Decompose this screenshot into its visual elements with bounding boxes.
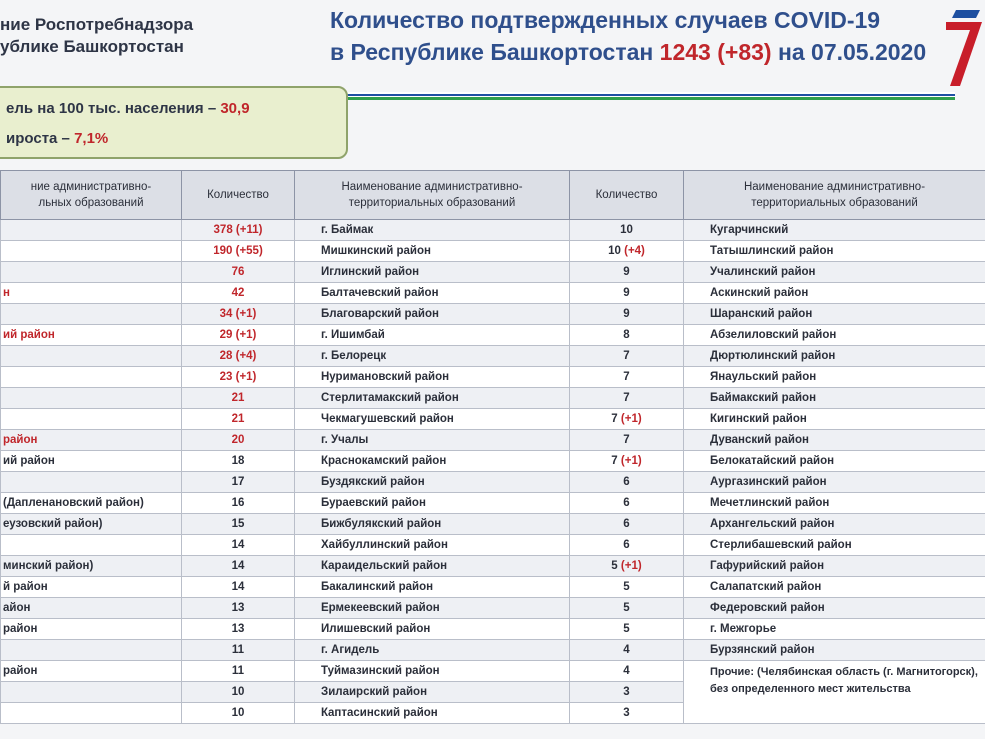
- channel-logo-icon: [942, 6, 985, 88]
- count-delta: (+1): [235, 308, 257, 320]
- count-value: 7: [623, 350, 630, 362]
- count-value: 6: [623, 476, 630, 488]
- case-count-col4: [570, 640, 684, 661]
- table-row: [1, 514, 985, 535]
- case-count-col4: [570, 598, 684, 619]
- district-name-col3: Благоварский район: [295, 304, 570, 325]
- table-row: [1, 493, 985, 514]
- case-count-col2: [182, 703, 295, 724]
- district-name-col3: г. Баймак: [295, 220, 570, 241]
- case-count-col2: [182, 640, 295, 661]
- district-name-col1: [1, 346, 182, 367]
- count-value: 7: [623, 434, 630, 446]
- case-count-col2: [182, 325, 295, 346]
- page-title: [330, 4, 985, 68]
- table-row: [1, 241, 985, 262]
- org-header: [0, 14, 260, 58]
- district-name-col5: Федеровский район: [684, 598, 985, 619]
- district-name-col5: Татышлинский район: [684, 241, 985, 262]
- count-value: 5: [623, 623, 630, 635]
- case-count-col4: [570, 577, 684, 598]
- table-row: [1, 430, 985, 451]
- case-count-col4: [570, 619, 684, 640]
- district-name-col5: Абзелиловский район: [684, 325, 985, 346]
- case-count-col2: [182, 262, 295, 283]
- district-name-col1: [1, 241, 182, 262]
- district-name-col3: Стерлитамакский район: [295, 388, 570, 409]
- district-name-col5: Шаранский район: [684, 304, 985, 325]
- table-row: [1, 577, 985, 598]
- case-count-col2: [182, 598, 295, 619]
- district-name-col1: [1, 472, 182, 493]
- case-count-col4: [570, 304, 684, 325]
- count-value: 13: [231, 602, 245, 614]
- district-name-col5: Дюртюлинский район: [684, 346, 985, 367]
- table-row: [1, 598, 985, 619]
- case-count-col4: [570, 283, 684, 304]
- count-value: 10: [608, 245, 621, 257]
- count-value: 76: [231, 266, 245, 278]
- district-name-col3: Ермекеевский район: [295, 598, 570, 619]
- district-name-col1: (Дапленановский район): [1, 493, 182, 514]
- info-line-1: [6, 98, 346, 128]
- count-value: 15: [231, 518, 245, 530]
- count-delta: (+1): [235, 329, 257, 341]
- case-count-col4: [570, 346, 684, 367]
- case-count-col2: [182, 451, 295, 472]
- district-name-col3: Зилаирский район: [295, 682, 570, 703]
- case-count-col4: [570, 262, 684, 283]
- count-value: 5: [611, 560, 618, 572]
- count-delta: (+1): [620, 413, 642, 425]
- table-row: [1, 556, 985, 577]
- case-count-col2: [182, 220, 295, 241]
- district-name-col1: н: [1, 283, 182, 304]
- case-count-col2: [182, 409, 295, 430]
- district-name-col5: Белокатайский район: [684, 451, 985, 472]
- district-name-col1: [1, 409, 182, 430]
- table-row: [1, 472, 985, 493]
- district-name-col1: [1, 262, 182, 283]
- count-value: 4: [623, 644, 630, 656]
- district-name-col3: г. Учалы: [295, 430, 570, 451]
- case-count-col2: [182, 682, 295, 703]
- district-name-col1: район: [1, 430, 182, 451]
- col-header-count-2: Количество: [570, 171, 684, 220]
- info-box: [0, 86, 348, 159]
- count-value: 18: [231, 455, 245, 467]
- table-row: [1, 388, 985, 409]
- table-row: [1, 220, 985, 241]
- info-line-2-label: ироста –: [6, 130, 70, 147]
- table-header-row: [1, 171, 985, 220]
- case-count-col2: [182, 283, 295, 304]
- case-count-col4: [570, 661, 684, 682]
- case-count-col2: [182, 346, 295, 367]
- count-delta: (+1): [620, 455, 642, 467]
- district-name-col1: [1, 304, 182, 325]
- count-value: 8: [623, 329, 630, 341]
- case-count-col4: [570, 514, 684, 535]
- count-value: 34: [219, 308, 233, 320]
- district-name-col3: Чекмагушевский район: [295, 409, 570, 430]
- table-row: [1, 640, 985, 661]
- count-value: 4: [623, 665, 630, 677]
- count-value: 378: [213, 224, 233, 236]
- district-name-col3: Буздякский район: [295, 472, 570, 493]
- case-count-col4: [570, 703, 684, 724]
- count-value: 9: [623, 287, 630, 299]
- org-line-1: ние Роспотребнадзора: [0, 15, 194, 34]
- case-count-col2: [182, 661, 295, 682]
- case-count-col4: [570, 430, 684, 451]
- count-value: 21: [231, 392, 245, 404]
- table-row: [1, 325, 985, 346]
- district-name-col3: Бураевский район: [295, 493, 570, 514]
- case-count-col4: [570, 556, 684, 577]
- district-name-col1: [1, 682, 182, 703]
- count-value: 6: [623, 518, 630, 530]
- count-value: 6: [623, 497, 630, 509]
- col-header-count-1: Количество: [182, 171, 295, 220]
- count-value: 7: [623, 392, 630, 404]
- case-count-col4: [570, 472, 684, 493]
- district-name-col1: район: [1, 661, 182, 682]
- district-name-col3: Илишевский район: [295, 619, 570, 640]
- district-name-col1: еузовский район): [1, 514, 182, 535]
- table-row: [1, 367, 985, 388]
- count-value: 21: [231, 413, 245, 425]
- count-value: 14: [231, 581, 245, 593]
- info-line-2-value: 7,1%: [74, 130, 109, 147]
- district-name-col5: Янаульский район: [684, 367, 985, 388]
- district-name-col5: Аскинский район: [684, 283, 985, 304]
- org-line-2: ублике Башкортостан: [0, 37, 184, 56]
- case-count-col2: [182, 388, 295, 409]
- case-count-col4: [570, 241, 684, 262]
- count-delta: (+1): [235, 371, 257, 383]
- other-cases-note: Прочие: (Челябинская область (г. Магнитогорск), без определенного мест жительства: [684, 661, 985, 724]
- district-name-col3: Краснокамский район: [295, 451, 570, 472]
- count-value: 20: [231, 434, 245, 446]
- case-count-col2: [182, 535, 295, 556]
- count-value: 10: [231, 686, 245, 698]
- count-value: 28: [219, 350, 233, 362]
- case-count-col4: [570, 451, 684, 472]
- district-name-col3: Хайбуллинский район: [295, 535, 570, 556]
- table-row: [1, 619, 985, 640]
- district-name-col5: г. Межгорье: [684, 619, 985, 640]
- district-name-col1: [1, 388, 182, 409]
- table-row: [1, 283, 985, 304]
- case-count-col2: [182, 514, 295, 535]
- district-name-col5: Гафурийский район: [684, 556, 985, 577]
- count-value: 13: [231, 623, 245, 635]
- district-name-col1: [1, 220, 182, 241]
- case-count-col4: [570, 220, 684, 241]
- district-name-col5: Кугарчинский: [684, 220, 985, 241]
- case-count-col4: [570, 493, 684, 514]
- count-value: 14: [231, 560, 245, 572]
- case-count-col2: [182, 304, 295, 325]
- table-row: [1, 304, 985, 325]
- district-name-col5: Дуванский район: [684, 430, 985, 451]
- count-value: 5: [623, 581, 630, 593]
- count-delta: (+11): [235, 224, 263, 236]
- district-name-col1: айон: [1, 598, 182, 619]
- district-name-col3: Иглинский район: [295, 262, 570, 283]
- district-name-col5: Стерлибашевский район: [684, 535, 985, 556]
- case-count-col4: [570, 367, 684, 388]
- case-count-col2: [182, 577, 295, 598]
- count-value: 11: [231, 665, 245, 677]
- col-header-name-2: Наименование административно- территориальных образований: [295, 171, 570, 220]
- district-name-col1: минский район): [1, 556, 182, 577]
- count-value: 17: [231, 476, 245, 488]
- col-header-name-1: ние административно- льных образований: [1, 171, 182, 220]
- count-value: 3: [623, 707, 630, 719]
- count-value: 10: [231, 707, 245, 719]
- count-value: 7: [611, 455, 618, 467]
- table-row: [1, 661, 985, 682]
- count-value: 7: [611, 413, 618, 425]
- count-delta: (+1): [620, 560, 642, 572]
- district-name-col5: Мечетлинский район: [684, 493, 985, 514]
- count-value: 42: [231, 287, 245, 299]
- case-count-col4: [570, 535, 684, 556]
- district-name-col1: [1, 703, 182, 724]
- flag-stripe: [330, 92, 955, 100]
- case-count-col2: [182, 367, 295, 388]
- table-row: [1, 262, 985, 283]
- case-count-col2: [182, 472, 295, 493]
- title-line-1: Количество подтвержденных случаев COVID-19: [330, 7, 881, 33]
- district-name-col5: Бурзянский район: [684, 640, 985, 661]
- district-name-col1: [1, 535, 182, 556]
- count-value: 3: [623, 686, 630, 698]
- district-name-col3: Мишкинский район: [295, 241, 570, 262]
- district-name-col3: Бакалинский район: [295, 577, 570, 598]
- count-value: 11: [231, 644, 245, 656]
- table-row: [1, 346, 985, 367]
- count-value: 29: [219, 329, 233, 341]
- district-name-col5: Архангельский район: [684, 514, 985, 535]
- count-delta: (+4): [235, 350, 257, 362]
- district-name-col3: Нуримановский район: [295, 367, 570, 388]
- info-line-1-value: 30,9: [220, 100, 250, 117]
- district-name-col5: Баймакский район: [684, 388, 985, 409]
- district-name-col5: Аургазинский район: [684, 472, 985, 493]
- table-row: [1, 451, 985, 472]
- case-count-col2: [182, 619, 295, 640]
- district-name-col3: Туймазинский район: [295, 661, 570, 682]
- count-value: 6: [623, 539, 630, 551]
- title-line-2: [330, 36, 985, 68]
- case-count-col4: [570, 388, 684, 409]
- case-count-col2: [182, 241, 295, 262]
- col-header-name-3: Наименование административно- территориальных образований: [684, 171, 985, 220]
- district-name-col1: [1, 367, 182, 388]
- district-name-col3: Кaптасинский район: [295, 703, 570, 724]
- district-name-col5: Учалинский район: [684, 262, 985, 283]
- count-value: 7: [623, 371, 630, 383]
- case-count-col4: [570, 682, 684, 703]
- district-name-col3: Балтачевский район: [295, 283, 570, 304]
- title-region: в Республике Башкортостан: [330, 39, 654, 65]
- district-name-col3: Бижбулякский район: [295, 514, 570, 535]
- count-value: 5: [623, 602, 630, 614]
- district-name-col3: г. Белорецк: [295, 346, 570, 367]
- count-value: 16: [231, 497, 245, 509]
- district-name-col5: Салапатский район: [684, 577, 985, 598]
- count-value: 14: [231, 539, 245, 551]
- count-value: 9: [623, 308, 630, 320]
- table-row: [1, 535, 985, 556]
- case-count-col2: [182, 493, 295, 514]
- title-total: 1243 (+83): [659, 39, 772, 65]
- case-count-col4: [570, 325, 684, 346]
- district-name-col3: г. Ишимбай: [295, 325, 570, 346]
- info-line-1-label: ель на 100 тыс. населения –: [6, 100, 217, 117]
- district-name-col5: Кигинский район: [684, 409, 985, 430]
- count-value: 23: [219, 371, 233, 383]
- district-name-col1: [1, 640, 182, 661]
- district-name-col1: ий район: [1, 451, 182, 472]
- title-date: 07.05.2020: [811, 39, 927, 65]
- count-value: 10: [620, 224, 633, 236]
- count-value: 190: [213, 245, 233, 257]
- info-line-2: [6, 128, 346, 158]
- title-on: на: [777, 39, 805, 65]
- district-name-col3: г. Агидель: [295, 640, 570, 661]
- district-name-col1: ий район: [1, 325, 182, 346]
- case-count-col4: [570, 409, 684, 430]
- case-count-col2: [182, 430, 295, 451]
- count-value: 9: [623, 266, 630, 278]
- table-row: [1, 409, 985, 430]
- cases-table: [0, 170, 985, 724]
- district-name-col3: Караидельский район: [295, 556, 570, 577]
- district-name-col1: й район: [1, 577, 182, 598]
- case-count-col2: [182, 556, 295, 577]
- count-delta: (+55): [235, 245, 263, 257]
- district-name-col1: район: [1, 619, 182, 640]
- count-delta: (+4): [624, 245, 645, 257]
